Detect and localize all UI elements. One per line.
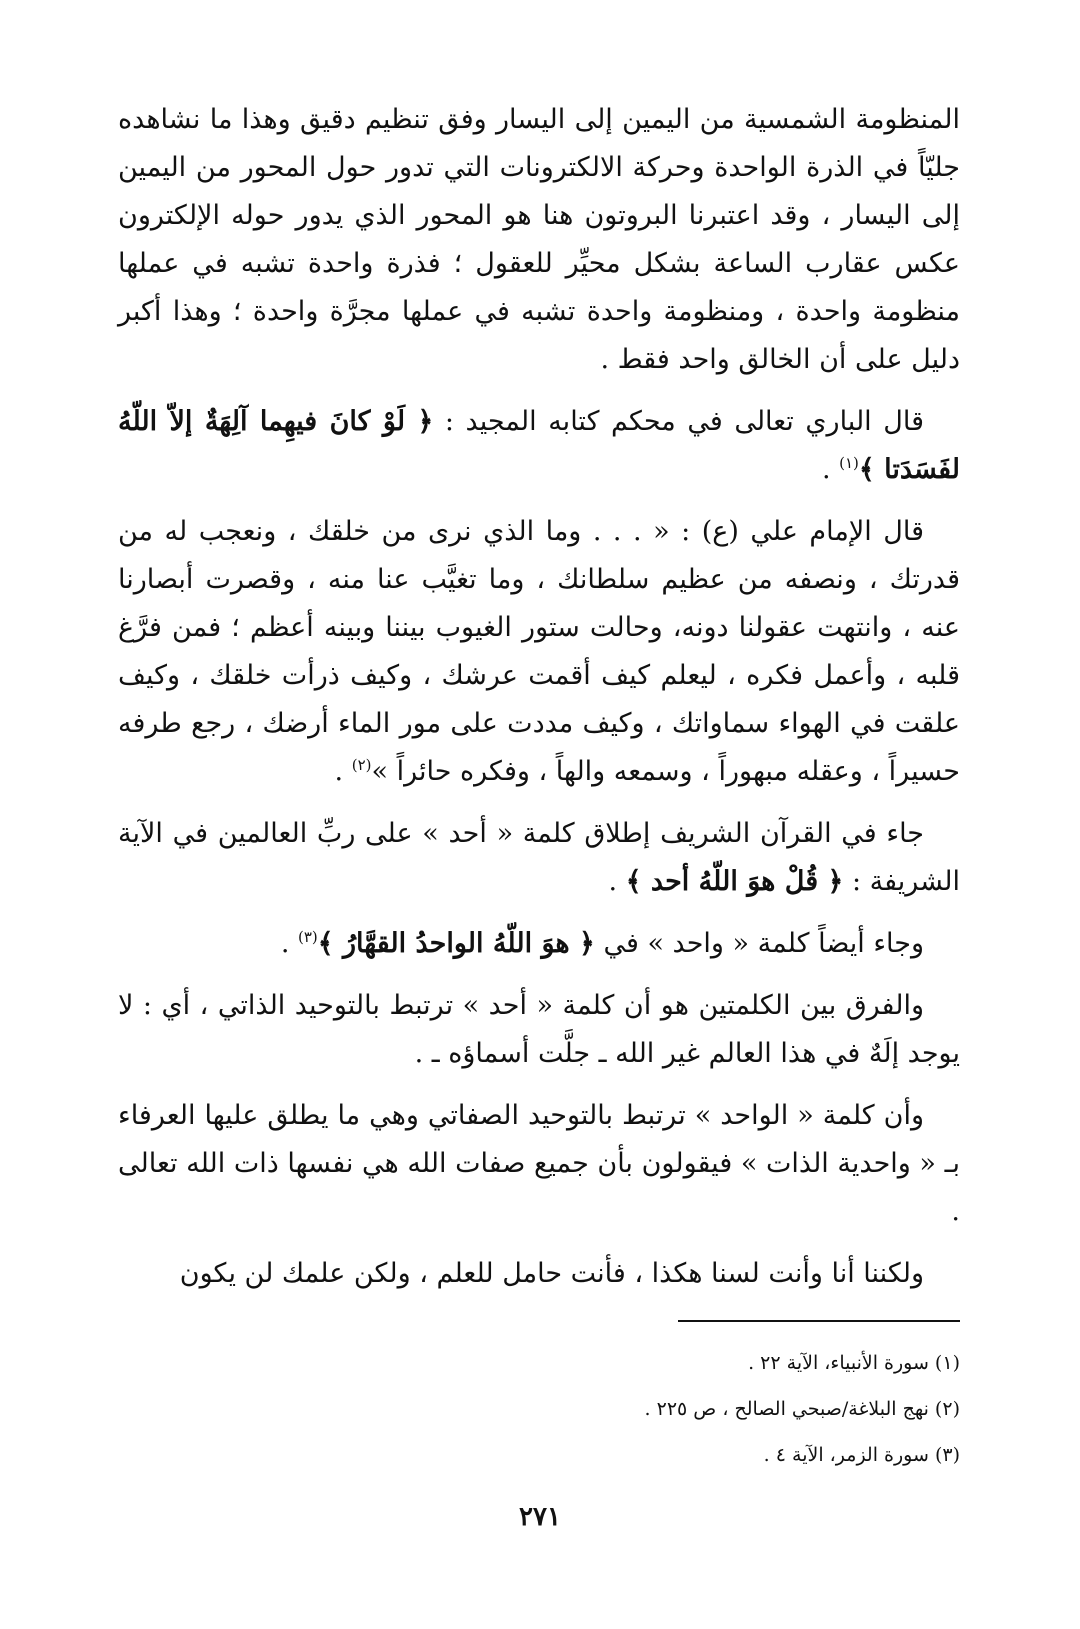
page-body <box>118 96 960 1312</box>
footnote-separator <box>678 1320 960 1322</box>
sentence-end: . <box>821 454 840 485</box>
paragraph-imam-ali-quote <box>118 508 960 796</box>
footnote-ref-2[interactable]: (٢) <box>351 756 372 774</box>
quran-verse: ﴿ قُلْ هوَ اللّهُ أحد ﴾ <box>625 866 844 897</box>
paragraph-wahid <box>118 920 960 968</box>
verse-intro: قال الباري تعالى في محكم كتابه المجيد : <box>433 406 924 437</box>
paragraph-ahad <box>118 810 960 906</box>
footnote-2: (٢) نهج البلاغة/صبحي الصالح ، ص ٢٢٥ . <box>644 1398 960 1420</box>
sentence-end: . <box>334 756 352 787</box>
paragraph-difference: والفرق بين الكلمتين هو أن كلمة « أحد » ترتبط بالتوحيد الذاتي ، أي : لا يوجد إلَهٌ في هذا العالم غير الله ـ جلَّت أسماؤه ـ . <box>118 990 960 1069</box>
paragraph-wahid-meaning: وأن كلمة « الواحد » ترتبط بالتوحيد الصفاتي وهي ما يطلق عليها العرفاء بـ « واحدية الذات » فيقولون بأن جميع صفات الله هي نفسها ذات الله تعالى . <box>118 1100 960 1227</box>
footnotes <box>360 1340 960 1478</box>
footnote-3: (٣) سورة الزمر، الآية ٤ . <box>763 1444 960 1466</box>
page-number: ٢٧١ <box>519 1502 561 1532</box>
paragraph-quran-verse-1 <box>118 398 960 494</box>
quran-verse: ﴿ هوَ اللّهُ الواحدُ القهَّارُ ﴾ <box>317 928 595 959</box>
sentence-end: . <box>608 866 626 897</box>
wahid-intro: وجاء أيضاً كلمة « واحد » في <box>594 928 924 959</box>
footnote-ref-3[interactable]: (٣) <box>297 928 318 946</box>
paragraph-solar-system: المنظومة الشمسية من اليمين إلى اليسار وفق تنظيم دقيق وهذا ما نشاهده جليّاً في الذرة الواحدة وحركة الالكترونات التي تدور حول المحور من اليمين إلى اليسار ، وقد اعتبرنا البروتون هنا هو المحور الذي يدور حوله الإلكترون عكس عقارب الساعة بشكل محيِّر للعقول ؛ فذرة واحدة تشبه في عملها منظومة واحدة ، ومنظومة واحدة تشبه في عملها مجرَّة واحدة ؛ وهذا أكبر دليل على أن الخالق واحد فقط . <box>118 104 960 375</box>
footnote-ref-1[interactable]: (١) <box>839 454 859 472</box>
quote-text: قال الإمام علي (ع) : « . . . وما الذي نرى من خلقك ، ونعجب له من قدرتك ، ونصفه من عظيم سلطانك ، وما تغيَّب عنا منه ، وقصرت أبصارنا عنه ، وانتهت عقولنا دونه، وحالت ستور الغيوب بيننا وبينه أعظم ؛ فمن فرَّغ قلبه ، وأعمل فكره ، ليعلم كيف أقمت عرشك ، وكيف ذرأت خلقك ، وكيف علقت في الهواء سماواتك ، وكيف مددت على مور الماء أرضك ، رجع طرفه حسيراً ، وعقله مبهوراً ، وسمعه والهاً ، وفكره حائراً » <box>118 516 960 787</box>
ahad-intro: جاء في القرآن الشريف إطلاق كلمة « أحد » على ربِّ العالمين في الآية الشريفة : <box>118 818 960 897</box>
sentence-end: . <box>280 928 298 959</box>
footnote-1: (١) سورة الأنبياء، الآية ٢٢ . <box>748 1352 960 1374</box>
paragraph-knowledge: ولكننا أنا وأنت لسنا هكذا ، فأنت حامل للعلم ، ولكن علمك لن يكون <box>179 1258 924 1289</box>
quran-verse: ﴿ لَوْ كانَ فيهِما آلِهَةٌ إلاّ اللّهُ لفَسَدَتا ﴾ <box>118 406 960 485</box>
